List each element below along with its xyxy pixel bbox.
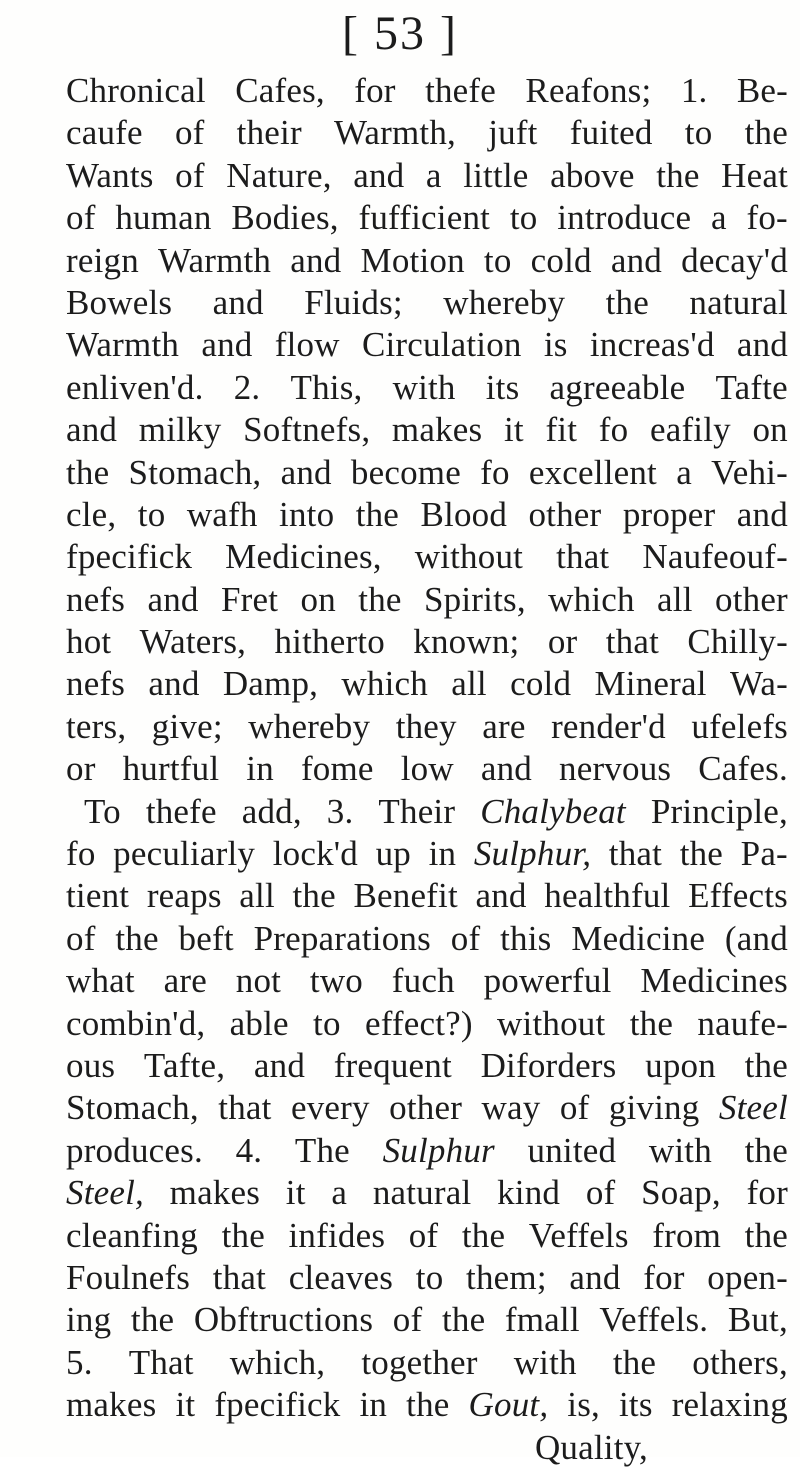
word: that [556, 537, 610, 577]
word: nefs [66, 579, 126, 619]
word: Chilly- [687, 622, 788, 662]
word: natural [689, 282, 788, 322]
word: fuch [391, 961, 455, 1001]
word: Sulphur, [473, 834, 592, 874]
word: two [309, 961, 363, 1001]
word: the [605, 282, 649, 322]
word: Heat [721, 155, 788, 195]
text-line [66, 621, 788, 663]
word: are [163, 961, 207, 1001]
word: from [652, 1215, 722, 1255]
word: without [497, 1003, 606, 1043]
text-line [66, 1003, 788, 1045]
word: reign [66, 240, 139, 280]
word: add, [241, 791, 302, 831]
word: the [115, 918, 159, 958]
word: of [559, 1088, 590, 1128]
word: that [212, 1257, 267, 1297]
word: Wants [66, 155, 154, 195]
word: 4. [235, 1130, 263, 1170]
word: the [744, 1130, 788, 1170]
word: able [229, 1003, 289, 1043]
word: Tafte, [143, 1045, 226, 1085]
word: caufe [66, 113, 143, 153]
word: That [128, 1342, 194, 1382]
word: that [218, 1088, 272, 1128]
word: what [66, 961, 135, 1001]
word: to [137, 494, 166, 534]
body-text [66, 70, 788, 1469]
word: Reafons; [525, 71, 652, 110]
word: This, [290, 367, 363, 407]
word: To [84, 791, 121, 831]
word: and [480, 749, 532, 789]
text-line [66, 452, 788, 494]
word: Medicines, [225, 537, 382, 577]
text-line [66, 1172, 788, 1214]
word: which [341, 664, 428, 704]
word: to [313, 1003, 341, 1043]
text-line [66, 1130, 788, 1172]
word: flow [274, 325, 340, 365]
word: a [425, 155, 442, 195]
word: Stomach, [66, 1088, 199, 1128]
word: thefe [145, 791, 217, 831]
word: Stomach, [128, 452, 262, 492]
word: reaps [146, 876, 222, 916]
word: the [441, 1300, 486, 1340]
text-line [66, 918, 788, 960]
word: that [608, 834, 663, 874]
word: other [715, 579, 788, 619]
word: introduce [557, 198, 692, 238]
word: low [400, 749, 454, 789]
text-line [66, 875, 788, 917]
text-line [66, 791, 788, 833]
word: Chalybeat [480, 791, 626, 831]
word: up [375, 834, 411, 874]
word: little [463, 155, 529, 195]
word: Damp, [222, 664, 319, 704]
word: decay'd [681, 240, 788, 280]
word: and [253, 1045, 306, 1085]
word: to [415, 1257, 444, 1297]
page-number: [ 53 ] [342, 7, 458, 60]
word: open- [707, 1257, 788, 1297]
word: Naufeouf- [642, 537, 788, 577]
word: them; [466, 1257, 547, 1297]
text-line [66, 1342, 788, 1384]
text-line [66, 155, 788, 197]
word: and [610, 240, 662, 280]
word: lock'd [272, 834, 358, 874]
word: other [528, 494, 602, 534]
word: beft [178, 918, 234, 958]
word: others, [692, 1342, 788, 1382]
word: fo [66, 834, 96, 874]
word: ous [66, 1045, 116, 1085]
word: fo- [746, 198, 788, 238]
word: known; [413, 622, 520, 662]
word: ters, [66, 706, 127, 746]
text-line [66, 1299, 788, 1341]
word: Fluids; [304, 282, 403, 322]
word: the [221, 1215, 265, 1255]
word: Pa- [740, 834, 788, 874]
word: is, [567, 1385, 600, 1425]
word: Be- [736, 71, 788, 110]
word: in [246, 749, 274, 789]
word: all [239, 876, 275, 916]
word: and [290, 240, 342, 280]
text-line [66, 1384, 788, 1426]
word: and [353, 155, 405, 195]
text-line [66, 1045, 788, 1087]
word: Nature, [226, 155, 332, 195]
word: hot [66, 622, 112, 662]
word: makes [66, 1385, 157, 1425]
word: a [676, 452, 692, 492]
word: to [509, 198, 538, 238]
word: render'd [551, 706, 666, 746]
word: way [481, 1088, 541, 1128]
word: nefs [66, 664, 126, 704]
word: the [744, 1045, 788, 1085]
word: 5. [66, 1342, 93, 1382]
word: cle, [66, 494, 117, 534]
text-line [66, 112, 788, 154]
word: Steel [718, 1088, 788, 1128]
word: all [451, 664, 487, 704]
text-line [66, 663, 788, 705]
text-line [66, 1427, 788, 1469]
word: Obftructions [193, 1300, 374, 1340]
word: whereby [248, 706, 371, 746]
word: and [147, 579, 199, 619]
word: powerful [483, 961, 612, 1001]
word: relaxing [671, 1385, 788, 1425]
word: Vehi- [711, 452, 788, 492]
word: all [657, 579, 693, 619]
word: agreeable [549, 367, 686, 407]
word: Wa- [729, 664, 788, 704]
word: and [736, 494, 788, 534]
word: cold [530, 240, 592, 280]
word: 1. [680, 71, 708, 110]
text-line [66, 960, 788, 1002]
text-line [66, 70, 788, 112]
word: Foulnefs [66, 1257, 191, 1297]
word: of [66, 918, 96, 958]
word: the [66, 452, 110, 492]
word: Effects [688, 876, 788, 916]
word: Spirits, [424, 579, 526, 619]
word: every [290, 1088, 370, 1128]
word: for [643, 1257, 685, 1297]
word: But, [727, 1300, 788, 1340]
text-line [66, 240, 788, 282]
word: fuited [569, 113, 653, 153]
word: they [395, 706, 457, 746]
word: ufelefs [691, 706, 788, 746]
word: nervous [559, 749, 672, 789]
word: Softnefs, [243, 410, 371, 450]
word: its [619, 1385, 653, 1425]
word: and [475, 876, 527, 916]
word: with [392, 367, 456, 407]
text-line [66, 324, 788, 366]
word: fufficient [358, 198, 491, 238]
word: wafh [186, 494, 258, 534]
word: for [354, 71, 396, 110]
word: the [744, 1215, 788, 1255]
word: fit [545, 410, 578, 450]
word: makes [169, 1173, 261, 1213]
word: and [148, 664, 200, 704]
text-line [66, 282, 788, 324]
word: the [656, 155, 700, 195]
word: this [500, 918, 552, 958]
word: the [355, 494, 400, 534]
word: ing [66, 1300, 112, 1340]
text-line [66, 367, 788, 409]
word: human [115, 198, 212, 238]
text-line [66, 536, 788, 578]
word: the [679, 834, 724, 874]
word: giving [608, 1088, 700, 1128]
word: cleanfing [66, 1215, 199, 1255]
word: or [547, 622, 578, 662]
word: give; [151, 706, 223, 746]
word: to [483, 240, 512, 280]
word: natural [372, 1173, 472, 1213]
word: other [389, 1088, 463, 1128]
word: Diforders [480, 1045, 617, 1085]
word: Warmth, [333, 113, 457, 153]
word: Veffels. [599, 1300, 709, 1340]
word: the [130, 1300, 175, 1340]
word: the [358, 579, 402, 619]
word: Warmth [66, 325, 180, 365]
word: Waters, [139, 622, 247, 662]
text-line [66, 1087, 788, 1129]
word: Tafte [715, 367, 788, 407]
word: (and [724, 918, 788, 958]
word: Bowels [66, 282, 173, 322]
word: their [236, 113, 302, 153]
word: Mineral [594, 664, 707, 704]
word: Soap, [641, 1173, 721, 1213]
word: the [406, 1385, 450, 1425]
text-line [66, 494, 788, 536]
word: fpecifick [214, 1385, 341, 1425]
word: in [359, 1385, 388, 1425]
word: Warmth [158, 240, 272, 280]
word: Bodies, [231, 198, 339, 238]
word: is [543, 325, 568, 365]
word: into [279, 494, 335, 534]
word: of [174, 113, 205, 153]
word: become [350, 452, 461, 492]
word: eafily [649, 410, 731, 450]
word: Benefit [353, 876, 458, 916]
word: makes [391, 410, 483, 450]
word: or [66, 749, 96, 789]
word: enliven'd. [66, 367, 204, 407]
word: of [585, 1173, 616, 1213]
word: upon [645, 1045, 716, 1085]
word: Sulphur [382, 1130, 495, 1170]
word: on [300, 579, 336, 619]
word: of [175, 155, 205, 195]
word: it [503, 410, 524, 450]
word: it [175, 1385, 196, 1425]
word: without [414, 537, 524, 577]
word: the [292, 876, 336, 916]
word: of [66, 198, 96, 238]
word: Cafes. [698, 749, 788, 789]
word: Fret [220, 579, 279, 619]
word: and [66, 410, 118, 450]
word: cleaves [288, 1257, 394, 1297]
word: fo [598, 410, 629, 450]
word: hitherto [274, 622, 385, 662]
word: infides [288, 1215, 386, 1255]
word: together [361, 1342, 478, 1382]
word: naufe- [697, 1003, 788, 1043]
word: combin'd, [66, 1003, 206, 1043]
word: of [450, 918, 481, 958]
word: the [629, 1003, 674, 1043]
text-line [66, 409, 788, 451]
word: with [648, 1130, 712, 1170]
word: kind [497, 1173, 561, 1213]
word: the [612, 1342, 657, 1382]
word: produces. [66, 1130, 203, 1170]
word: fpecifick [66, 537, 193, 577]
word: fo [480, 452, 510, 492]
word: Their [378, 791, 456, 831]
word: healthful [544, 876, 671, 916]
word: with [513, 1342, 577, 1382]
text-line [66, 748, 788, 790]
word: for [746, 1173, 788, 1213]
text-line [66, 833, 788, 875]
word: the [744, 113, 788, 153]
word: of [408, 1215, 439, 1255]
word: above [550, 155, 635, 195]
word: Preparations [253, 918, 431, 958]
word: the [461, 1215, 506, 1255]
word: proper [622, 494, 716, 534]
word: 3. [326, 791, 354, 831]
word: tient [66, 876, 130, 916]
text-line [66, 579, 788, 621]
word: Steel, [66, 1173, 144, 1213]
word: and [280, 452, 332, 492]
word: excellent [528, 452, 657, 492]
word: Medicines [640, 961, 788, 1001]
word: hurtful [122, 749, 220, 789]
word: fmall [504, 1300, 580, 1340]
word: and [736, 325, 788, 365]
word: in [428, 834, 457, 874]
word: Motion [360, 240, 465, 280]
word: that [605, 622, 660, 662]
word: Chronical [66, 71, 206, 110]
word: milky [138, 410, 222, 450]
word: its [485, 367, 520, 407]
word: on [752, 410, 788, 450]
word: peculiarly [113, 834, 256, 874]
text-line [66, 706, 788, 748]
word: and [212, 282, 264, 322]
word: whereby [443, 282, 566, 322]
word: effect?) [364, 1003, 473, 1043]
text-line [66, 197, 788, 239]
word: The [294, 1130, 350, 1170]
word: cold [510, 664, 572, 704]
word: of [392, 1300, 423, 1340]
word: which [548, 579, 635, 619]
word: fome [300, 749, 374, 789]
word: and [569, 1257, 621, 1297]
word: Circulation [361, 325, 522, 365]
word: and [201, 325, 253, 365]
word: which, [229, 1342, 326, 1382]
word: are [482, 706, 526, 746]
word: not [235, 961, 282, 1001]
word: Principle, [650, 791, 788, 831]
word: a [710, 198, 727, 238]
word: Veffels [528, 1215, 629, 1255]
word: Quality, [534, 1427, 648, 1467]
word: juft [488, 113, 538, 153]
word: frequent [333, 1045, 452, 1085]
word: united [527, 1130, 617, 1170]
word: Medicine [571, 918, 706, 958]
word: a [331, 1173, 348, 1213]
word: increas'd [589, 325, 715, 365]
word: Blood [420, 494, 508, 534]
word: thefe [425, 71, 497, 110]
word: Cafes, [235, 71, 325, 110]
word: 2. [233, 367, 261, 407]
text-line [66, 1215, 788, 1257]
word: to [684, 113, 713, 153]
word: it [285, 1173, 306, 1213]
word: Gout, [468, 1385, 549, 1425]
text-line [66, 1257, 788, 1299]
